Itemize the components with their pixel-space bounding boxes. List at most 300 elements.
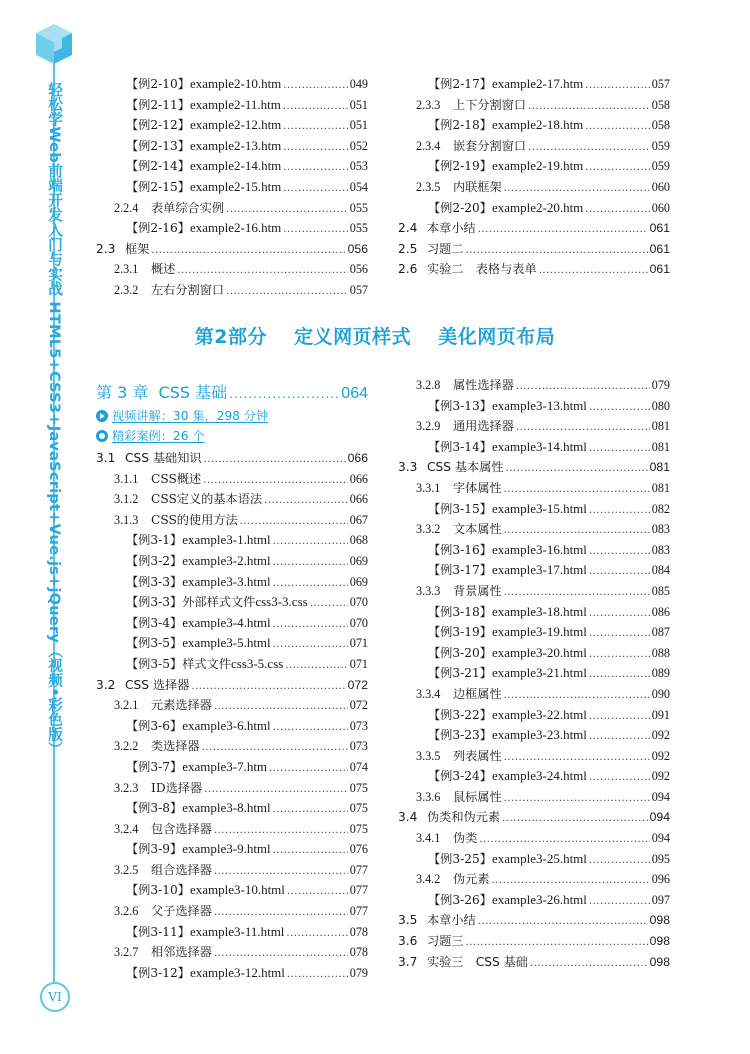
entry-number: 2.3: [96, 241, 116, 256]
entry-page: 059: [651, 159, 670, 174]
entry-title: 内联框架: [453, 179, 502, 194]
entry-number: 3.1: [96, 451, 116, 465]
toc-section-entry[interactable]: [398, 259, 670, 280]
example-file: example3-19.html: [491, 624, 587, 640]
leader-dots: [504, 480, 650, 501]
example-label: 【例2-16】: [126, 221, 190, 236]
leader-dots: [585, 158, 649, 179]
toc-example-entry[interactable]: [96, 633, 368, 654]
part-title-1: 定义网页样式: [294, 326, 412, 348]
toc-example-entry[interactable]: [398, 396, 670, 417]
entry-number: 2.3.1: [114, 262, 139, 277]
entry-title: 概述: [151, 262, 176, 277]
leader-dots: [226, 200, 348, 221]
toc-section-entry[interactable]: [398, 239, 670, 260]
leader-dots: [273, 574, 348, 595]
example-label: 【例3-25】: [428, 851, 492, 866]
entry-number: 3.3.1: [416, 480, 441, 495]
example-file: css3-3.css: [255, 594, 308, 610]
entry-page: 074: [349, 759, 368, 774]
example-file: example2-11.htm: [189, 96, 281, 112]
toc-example-entry[interactable]: [398, 766, 670, 787]
entry-title: 文本属性: [453, 522, 502, 537]
toc-example-entry[interactable]: [96, 136, 368, 157]
leader-dots: [283, 158, 347, 179]
entry-page: 084: [651, 563, 670, 578]
leader-dots: [589, 439, 650, 460]
example-label: 【例3-9】: [126, 842, 183, 857]
leader-dots: [516, 377, 650, 398]
entry-title: 伪类: [453, 831, 478, 846]
example-file: example3-11.html: [189, 923, 285, 939]
entry-number: 3.5: [398, 913, 418, 928]
entry-page: 057: [349, 282, 368, 297]
leader-dots: [585, 200, 649, 221]
toc-subsection-entry[interactable]: [96, 819, 368, 840]
leader-dots: [273, 553, 348, 574]
toc-example-entry[interactable]: [398, 560, 670, 581]
entry-title: CSS 选择器: [125, 677, 190, 692]
chapter-page: 064: [341, 385, 368, 402]
entry-page: 071: [349, 636, 368, 651]
toc-example-entry[interactable]: [398, 198, 670, 219]
entry-title: 习题二: [427, 241, 464, 256]
entry-title: 字体属性: [453, 480, 502, 495]
entry-title: 习题三: [427, 934, 464, 949]
leader-dots: [528, 138, 650, 159]
example-label: 【例3-19】: [428, 625, 492, 640]
leader-dots: [466, 933, 648, 954]
leader-dots: [479, 830, 649, 851]
leader-dots: [504, 789, 650, 810]
entry-page: 087: [651, 625, 670, 640]
toc-section-entry[interactable]: [398, 218, 670, 239]
toc-subsection-entry[interactable]: [96, 198, 368, 219]
leader-dots: [283, 117, 347, 138]
toc-section-entry[interactable]: [398, 807, 670, 828]
toc-column-bottom-left: [96, 380, 368, 983]
entry-number: 2.4: [398, 221, 418, 236]
example-file: example3-6.html: [182, 717, 271, 733]
example-label: 【例3-16】: [428, 542, 492, 557]
example-file: example3-2.html: [182, 552, 271, 568]
entry-number: 3.3: [398, 460, 418, 475]
toc-example-entry[interactable]: [96, 74, 368, 95]
toc-example-entry[interactable]: [398, 725, 670, 746]
part-heading: [0, 322, 750, 349]
leader-dots: [214, 903, 348, 924]
entry-page: 066: [349, 471, 368, 486]
entry-title: ID选择器: [151, 780, 203, 795]
example-file: example3-16.html: [491, 541, 587, 557]
entry-title: 鼠标属性: [453, 789, 502, 804]
leader-dots: [478, 912, 648, 933]
example-file: css3-5.css: [230, 655, 284, 671]
leader-dots: [504, 521, 650, 542]
entry-page: 076: [349, 842, 368, 857]
entry-number: 2.3.2: [114, 282, 139, 297]
entry-page: 078: [349, 924, 368, 939]
entry-title: 嵌套分割窗口: [453, 138, 527, 153]
entry-title: 元素选择器: [151, 698, 212, 713]
entry-page: 077: [349, 883, 368, 898]
entry-page: 067: [349, 512, 368, 527]
toc-example-entry[interactable]: [398, 622, 670, 643]
example-file: example3-5.html: [182, 635, 271, 651]
entry-title: 组合选择器: [151, 862, 212, 877]
entry-page: 098: [649, 954, 670, 969]
entry-title: 相邻选择器: [151, 945, 212, 960]
toc-section-entry[interactable]: [96, 239, 368, 260]
example-file: example2-20.htm: [491, 199, 584, 215]
toc-example-entry[interactable]: [96, 218, 368, 239]
entry-page: 072: [347, 677, 368, 692]
video-info[interactable]: [96, 406, 368, 426]
toc-example-entry[interactable]: [96, 572, 368, 593]
toc-example-entry[interactable]: [398, 663, 670, 684]
toc-subsection-entry[interactable]: [398, 478, 670, 499]
entry-number: 3.4: [398, 810, 418, 825]
leader-dots: [506, 459, 648, 480]
leader-dots: [589, 768, 650, 789]
entry-number: 2.3.3: [416, 97, 441, 112]
leader-dots: [229, 381, 339, 407]
toc-example-entry[interactable]: [398, 499, 670, 520]
leader-dots: [273, 718, 348, 739]
toc-column-top-left: [96, 74, 368, 301]
leader-dots: [530, 954, 648, 975]
entry-title: 列表属性: [453, 748, 502, 763]
toc-list-bottom-left: [96, 448, 368, 983]
toc-subsection-entry[interactable]: [96, 510, 368, 531]
toc-section-entry[interactable]: [96, 448, 368, 469]
entry-title: 父子选择器: [151, 904, 212, 919]
entry-page: 049: [349, 77, 368, 91]
example-label: 【例3-20】: [428, 645, 492, 660]
example-file: example3-26.html: [491, 891, 587, 907]
toc-subsection-entry[interactable]: [398, 787, 670, 808]
entry-number: 3.2: [96, 677, 116, 692]
example-label: 【例3-8】: [126, 801, 183, 816]
example-file: example2-15.htm: [189, 178, 282, 194]
entry-number: 3.3.6: [416, 789, 441, 804]
leader-dots: [589, 665, 650, 686]
leader-dots: [589, 501, 650, 522]
example-file: example3-20.html: [491, 644, 587, 660]
book-title-vertical: 轻松学Web前端开发入门与实战 HTML5+CSS3+JavaScript+Vue.js+jQuery（视频•彩色版）: [46, 82, 63, 757]
leader-dots: [539, 261, 648, 282]
example-file: example3-17.html: [491, 562, 587, 578]
part-label: 第2部分: [194, 326, 267, 348]
entry-page: 092: [651, 728, 670, 743]
leader-dots: [585, 76, 649, 97]
entry-number: 3.3.4: [416, 686, 441, 701]
example-label: 【例3-3】外部样式文件: [126, 595, 256, 610]
entry-number: 3.2.8: [416, 378, 441, 392]
example-file: example3-7.htm: [182, 758, 268, 774]
toc-subsection-entry[interactable]: [96, 736, 368, 757]
example-label: 【例3-17】: [428, 563, 492, 578]
toc-example-entry[interactable]: [96, 115, 368, 136]
toc-subsection-entry[interactable]: [398, 177, 670, 198]
leader-dots: [283, 179, 347, 200]
toc-example-entry[interactable]: [96, 757, 368, 778]
toc-example-entry[interactable]: [96, 530, 368, 551]
example-label: 【例3-7】: [126, 759, 183, 774]
example-file: example2-18.htm: [491, 117, 584, 133]
example-label: 【例2-10】: [126, 77, 190, 91]
entry-number: 3.2.5: [114, 862, 139, 877]
example-label: 【例3-5】样式文件: [126, 656, 231, 671]
chapter-title: CSS 基础: [158, 383, 228, 402]
toc-example-entry[interactable]: [96, 177, 368, 198]
toc-subsection-entry[interactable]: [96, 695, 368, 716]
entry-page: 061: [649, 221, 670, 236]
entry-title: 类选择器: [151, 739, 200, 754]
entry-title: 属性选择器: [453, 378, 514, 392]
example-file: example2-17.htm: [491, 76, 584, 91]
entry-page: 061: [649, 262, 670, 277]
example-label: 【例3-21】: [428, 666, 492, 681]
toc-example-entry[interactable]: [96, 963, 368, 984]
toc-subsection-entry[interactable]: [96, 469, 368, 490]
example-label: 【例3-23】: [428, 728, 492, 743]
toc-subsection-entry[interactable]: [96, 860, 368, 881]
leader-dots: [226, 282, 348, 303]
toc-example-entry[interactable]: [96, 839, 368, 860]
entry-number: 2.5: [398, 241, 418, 256]
toc-section-entry[interactable]: [96, 675, 368, 696]
example-file: example3-14.html: [491, 438, 587, 454]
leader-dots: [589, 542, 650, 563]
toc-example-entry[interactable]: [398, 437, 670, 458]
toc-subsection-entry[interactable]: [398, 828, 670, 849]
toc-section-entry[interactable]: [398, 910, 670, 931]
leader-dots: [214, 862, 348, 883]
toc-section-entry[interactable]: [398, 952, 670, 973]
entry-page: 054: [349, 179, 368, 194]
entry-number: 2.2.4: [114, 200, 139, 215]
example-label: 【例2-12】: [126, 118, 190, 133]
entry-number: 3.2.7: [114, 945, 139, 960]
example-label: 【例3-22】: [428, 707, 492, 722]
example-file: example3-12.html: [189, 964, 285, 980]
toc-example-entry[interactable]: [96, 613, 368, 634]
example-file: example3-9.html: [182, 841, 271, 857]
toc-subsection-entry[interactable]: [398, 746, 670, 767]
video-play-icon: [96, 410, 108, 422]
leader-dots: [589, 727, 650, 748]
entry-page: 070: [349, 595, 368, 610]
toc-example-entry[interactable]: [398, 540, 670, 561]
example-label: 【例3-18】: [428, 604, 492, 619]
toc-example-entry[interactable]: [398, 602, 670, 623]
example-file: example2-14.htm: [189, 158, 282, 174]
entry-page: 088: [651, 645, 670, 660]
entry-page: 091: [651, 707, 670, 722]
toc-example-entry[interactable]: [96, 654, 368, 675]
entry-title: 通用选择器: [453, 419, 514, 434]
entry-page: 090: [651, 686, 670, 701]
entry-page: 070: [349, 615, 368, 630]
example-label: 【例2-19】: [428, 159, 492, 174]
entry-title: CSS定义的基本语法: [151, 492, 263, 507]
entry-title: CSS的使用方法: [151, 512, 238, 527]
toc-column-bottom-right: [398, 375, 670, 972]
entry-number: 3.2.3: [114, 780, 139, 795]
entry-page: 077: [349, 862, 368, 877]
toc-example-entry[interactable]: [398, 705, 670, 726]
leader-dots: [528, 97, 650, 118]
example-file: example3-21.html: [491, 665, 587, 681]
entry-page: 094: [651, 831, 670, 846]
toc-example-entry[interactable]: [96, 156, 368, 177]
toc-subsection-entry[interactable]: [398, 684, 670, 705]
example-label: 【例2-15】: [126, 179, 190, 194]
entry-title: 伪类和伪元素: [427, 810, 501, 825]
example-label: 【例2-17】: [428, 77, 492, 91]
toc-example-entry[interactable]: [96, 551, 368, 572]
toc-subsection-entry[interactable]: [398, 136, 670, 157]
entry-number: 3.1.2: [114, 492, 139, 507]
example-file: example3-13.html: [491, 397, 587, 413]
entry-page: 082: [651, 501, 670, 516]
example-label: 【例3-6】: [126, 718, 183, 733]
leader-dots: [502, 809, 648, 830]
entry-page: 061: [649, 241, 670, 256]
cube-logo-icon: [34, 22, 74, 66]
leader-dots: [504, 583, 650, 604]
toc-subsection-entry[interactable]: [398, 519, 670, 540]
entry-page: 081: [651, 480, 670, 495]
example-label: 【例3-10】: [126, 883, 190, 898]
toc-example-entry[interactable]: [96, 592, 368, 613]
case-info-text: 精彩案例：26 个: [112, 429, 205, 443]
toc-example-entry[interactable]: [398, 643, 670, 664]
entry-title: 实验二 表格与表单: [427, 262, 537, 277]
example-label: 【例3-15】: [428, 501, 492, 516]
entry-title: CSS 基本属性: [427, 460, 504, 475]
toc-example-entry[interactable]: [398, 849, 670, 870]
entry-page: 098: [649, 934, 670, 949]
toc-subsection-entry[interactable]: [398, 869, 670, 890]
entry-title: 本章小结: [427, 221, 476, 236]
leader-dots: [478, 220, 648, 241]
example-label: 【例3-3】: [126, 574, 183, 589]
leader-dots: [492, 871, 650, 892]
toc-subsection-entry[interactable]: [96, 942, 368, 963]
toc-example-entry[interactable]: [398, 890, 670, 911]
entry-page: 075: [349, 780, 368, 795]
entry-title: 包含选择器: [151, 821, 212, 836]
entry-title: 边框属性: [453, 686, 502, 701]
leader-dots: [273, 615, 348, 636]
toc-example-entry[interactable]: [398, 74, 670, 95]
example-file: example2-19.htm: [491, 158, 584, 174]
entry-page: 081: [651, 439, 670, 454]
entry-title: CSS 基础知识: [125, 451, 202, 465]
entry-page: 083: [651, 542, 670, 557]
toc-subsection-entry[interactable]: [398, 375, 670, 396]
entry-title: 背景属性: [453, 583, 502, 598]
entry-page: 079: [349, 965, 368, 980]
entry-page: 051: [349, 118, 368, 133]
page-number: VI: [40, 982, 70, 1012]
toc-example-entry[interactable]: [96, 716, 368, 737]
entry-number: 3.2.6: [114, 904, 139, 919]
example-file: example2-12.htm: [189, 117, 282, 133]
toc-example-entry[interactable]: [96, 798, 368, 819]
case-info[interactable]: [96, 426, 368, 446]
toc-example-entry[interactable]: [96, 880, 368, 901]
leader-dots: [204, 780, 348, 801]
toc-example-entry[interactable]: [398, 115, 670, 136]
example-label: 【例2-20】: [428, 200, 492, 215]
entry-page: 055: [349, 200, 368, 215]
leader-dots: [283, 76, 347, 97]
leader-dots: [504, 748, 650, 769]
toc-subsection-entry[interactable]: [398, 95, 670, 116]
entry-page: 057: [651, 77, 670, 91]
video-info-text: 视频讲解：30 集，298 分钟: [112, 409, 269, 423]
leader-dots: [273, 841, 348, 862]
toc-section-entry[interactable]: [398, 457, 670, 478]
leader-dots: [273, 800, 348, 821]
toc-example-entry[interactable]: [398, 156, 670, 177]
example-label: 【例2-18】: [428, 118, 492, 133]
leader-dots: [191, 677, 345, 698]
example-label: 【例3-11】: [126, 924, 190, 939]
entry-page: 060: [651, 200, 670, 215]
toc-subsection-entry[interactable]: [398, 581, 670, 602]
entry-number: 3.2.1: [114, 698, 139, 713]
entry-title: 上下分割窗口: [453, 97, 527, 112]
entry-page: 089: [651, 666, 670, 681]
entry-title: 左右分割窗口: [151, 282, 225, 297]
toc-subsection-entry[interactable]: [96, 778, 368, 799]
entry-page: 051: [349, 97, 368, 112]
chapter-heading[interactable]: [96, 380, 368, 406]
toc-subsection-entry[interactable]: [96, 489, 368, 510]
toc-example-entry[interactable]: [96, 922, 368, 943]
toc-example-entry[interactable]: [96, 95, 368, 116]
leader-dots: [466, 241, 648, 262]
toc-subsection-entry[interactable]: [96, 259, 368, 280]
leader-dots: [589, 851, 650, 872]
toc-section-entry[interactable]: [398, 931, 670, 952]
entry-page: 068: [349, 533, 368, 548]
chapter-label: 第 3 章: [96, 383, 149, 402]
entry-page: 096: [651, 872, 670, 887]
example-label: 【例2-14】: [126, 159, 190, 174]
leader-dots: [287, 965, 348, 986]
entry-page: 069: [349, 553, 368, 568]
entry-title: CSS概述: [151, 471, 202, 486]
toc-subsection-entry[interactable]: [96, 280, 368, 301]
example-label: 【例3-13】: [428, 398, 492, 413]
case-target-icon: [96, 430, 108, 442]
entry-number: 3.2.4: [114, 821, 139, 836]
leader-dots: [589, 707, 650, 728]
entry-page: 071: [349, 656, 368, 671]
leader-dots: [273, 635, 348, 656]
entry-page: 085: [651, 583, 670, 598]
part-title-2: 美化网页布局: [438, 326, 556, 348]
toc-column-top-right: [398, 74, 670, 280]
toc-subsection-entry[interactable]: [96, 901, 368, 922]
leader-dots: [286, 924, 347, 945]
toc-subsection-entry[interactable]: [398, 416, 670, 437]
